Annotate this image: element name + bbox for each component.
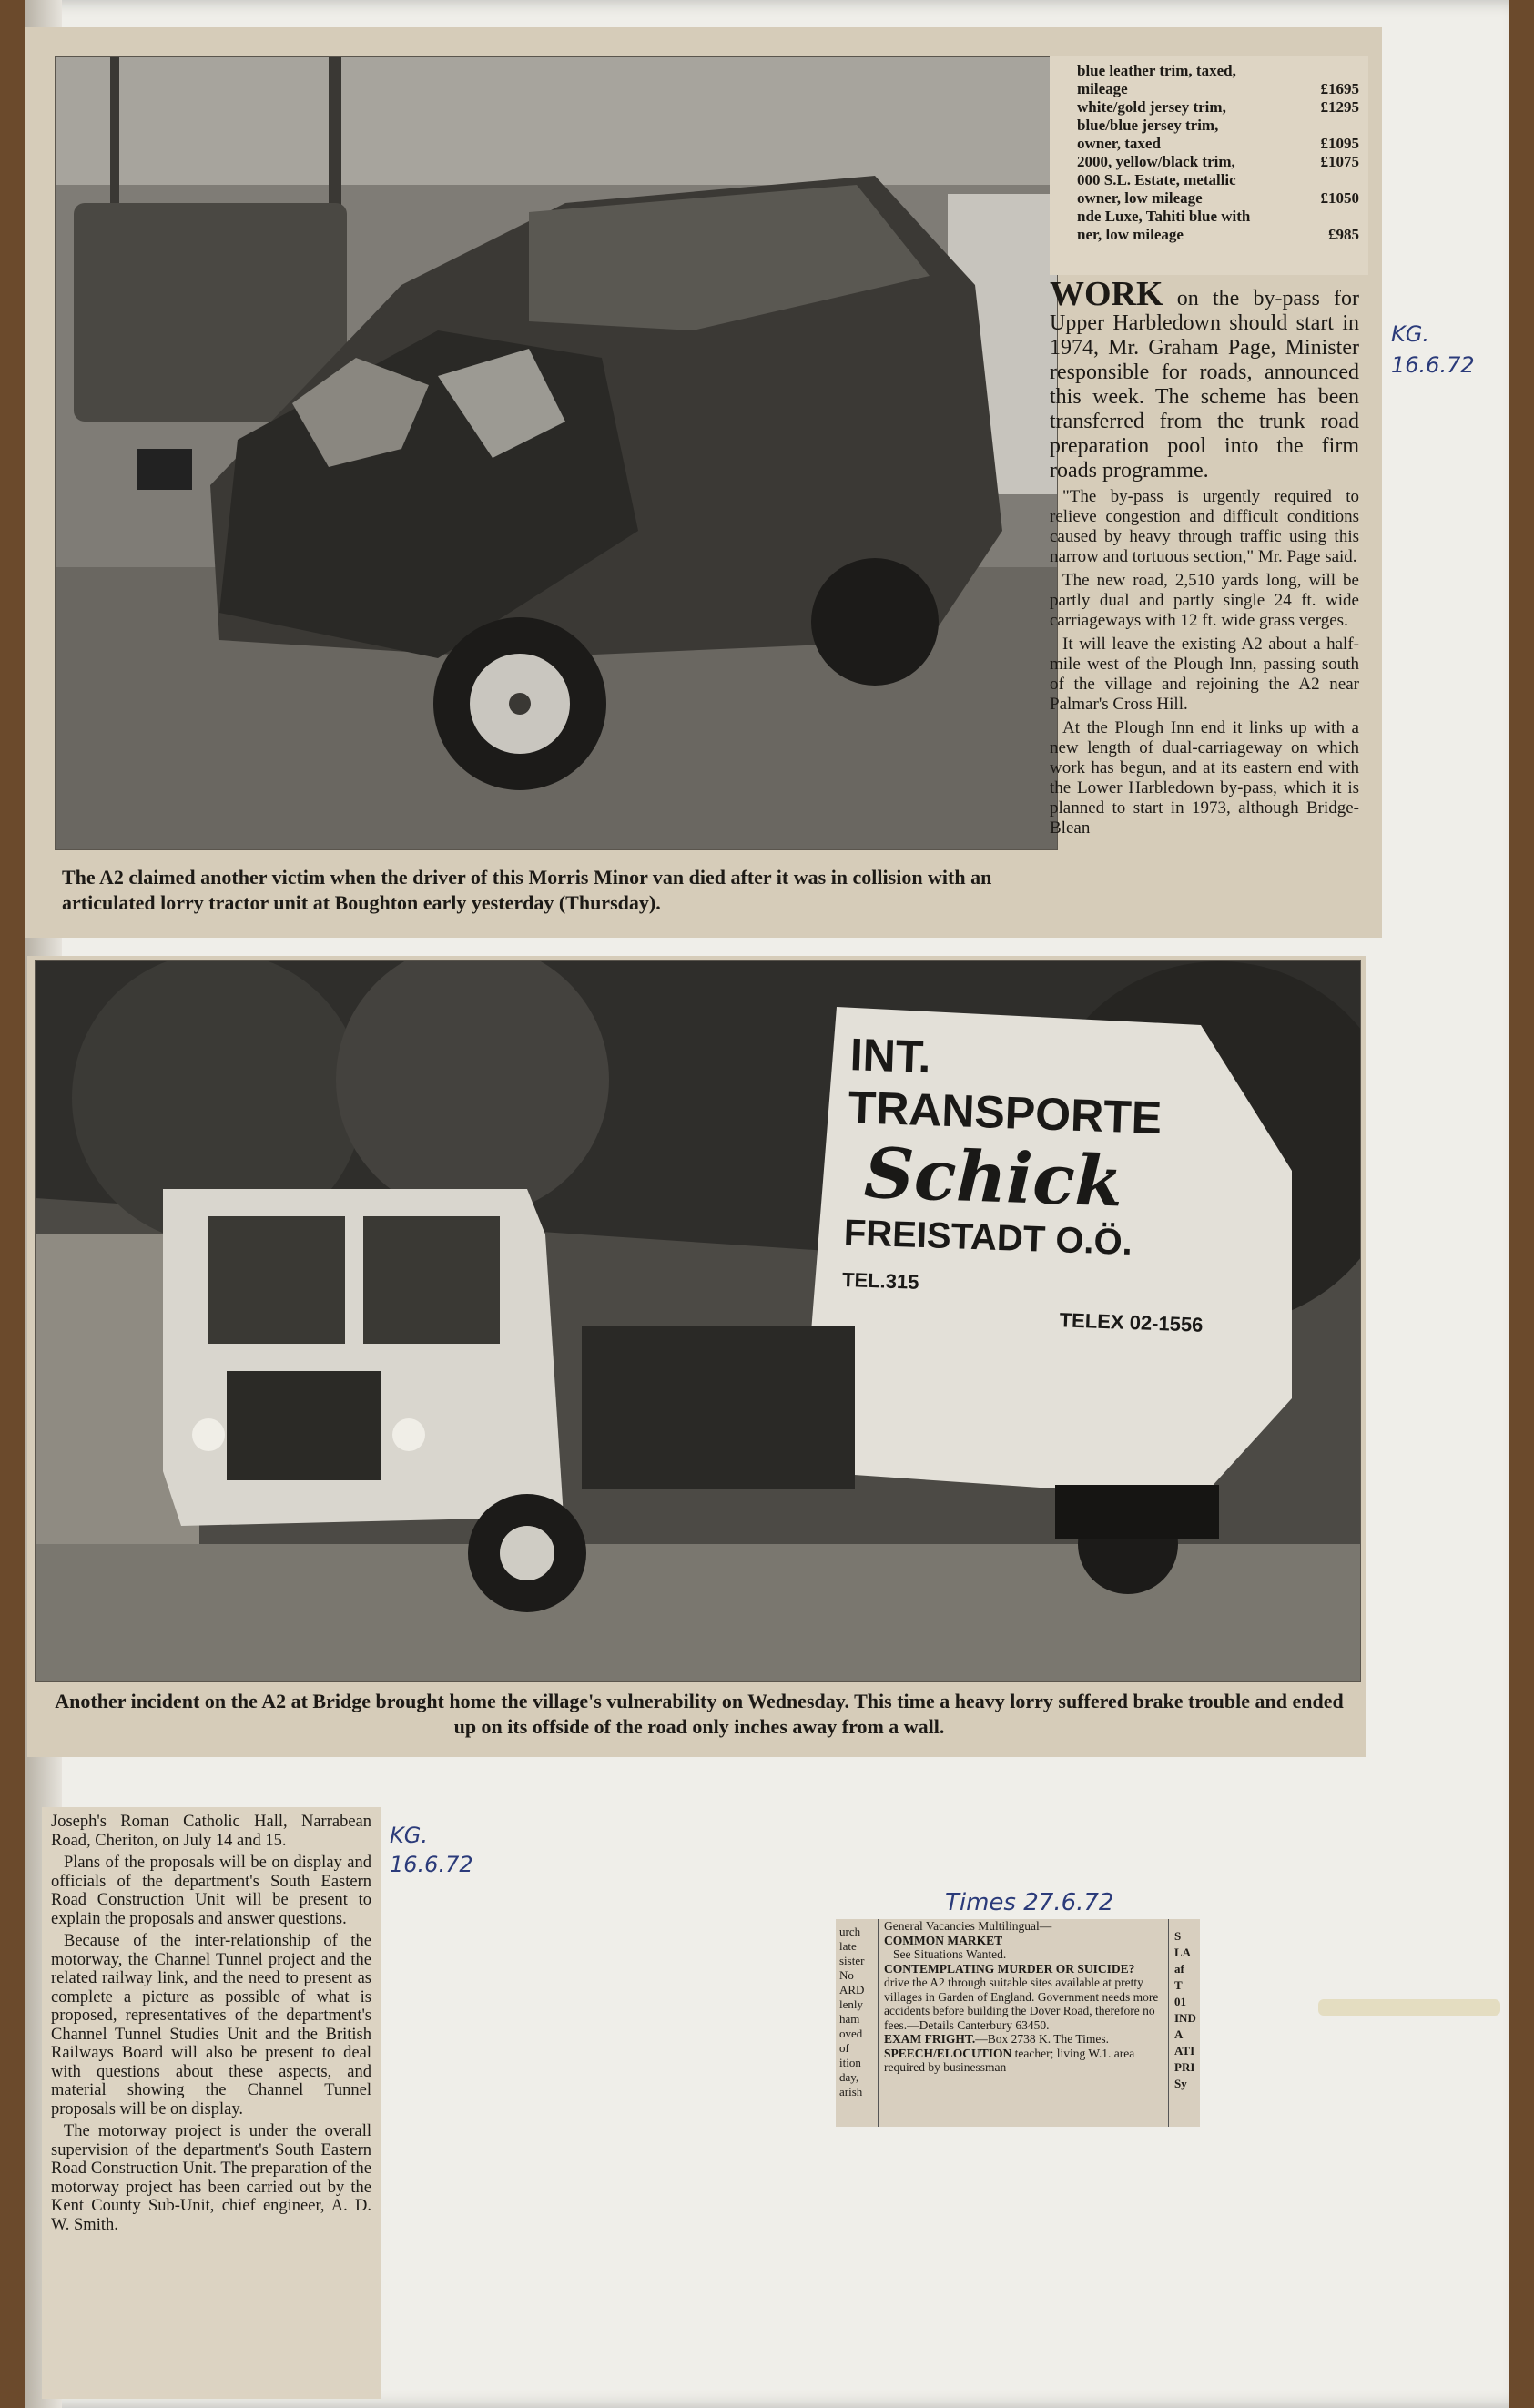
crashed-van-photo [55, 56, 1058, 850]
lorry-caption: Another incident on the A2 at Bridge brought home the village's vulnerability on Wednesday. This time a heavy lorry suffered brake trouble and ended up on its offside of the road only inches away from a wall. [55, 1690, 1344, 1738]
lorry-sign-line2: Schick [862, 1132, 1124, 1223]
classified-left-col: urch late sister No ARD lenly ham oved of ition day, arish [839, 1925, 865, 2098]
scrapbook-page [25, 0, 1509, 2408]
car-ad-list [1077, 62, 1359, 244]
car-ad-line: nde Luxe, Tahiti blue with [1077, 208, 1251, 225]
bypass-paragraph: "The by-pass is urgently required to relieve congestion and difficult conditions caused by heavy through traffic using this narrow and tortuous section," Mr. Page said. [1050, 487, 1359, 566]
car-ad-line: blue leather trim, taxed, [1077, 62, 1236, 79]
classified-ad-murder: CONTEMPLATING MURDER OR SUICIDE? drive the A2 through suitable sites available at pretty villages in Garden of England. Government needs more accidents before building the Dover Road, therefore no fees.—Details Canterbury 63450. [884, 1961, 1159, 2032]
car-ad-line: white/gold jersey trim, £1295 [1077, 98, 1359, 116]
car-ad-line: ner, low mileage £985 [1077, 226, 1359, 243]
motorway-paragraph: Plans of the proposals will be on display and officials of the department's South Eastern Road Construction Unit will be present to explain the proposals and answer questions. [51, 1854, 371, 1928]
bypass-paragraph: The new road, 2,510 yards long, will be partly dual and partly single 24 ft. wide carriageways with 12 ft. wide grass verges. [1050, 571, 1359, 630]
lorry-sign [840, 1028, 1214, 1337]
tape-residue [1318, 1999, 1500, 2016]
handwritten-date-times: Times 27.6.72 [945, 1889, 1114, 1916]
bypass-paragraph: It will leave the existing A2 about a half-mile west of the Plough Inn, passing south of the village and rejoining the A2 near Palmar's Cross Hill. [1050, 635, 1359, 714]
times-classified [836, 1919, 1200, 2127]
lorry-sign-line1: INT. TRANSPORTE [847, 1029, 1163, 1144]
car-ad-line: mileage £1695 [1077, 80, 1359, 97]
car-ad-line: 2000, yellow/black trim, £1075 [1077, 153, 1359, 170]
lorry-sign-telex: TELEX 02-1556 [1059, 1308, 1204, 1336]
classified-right-col: S LA af T 01 IND A ATI PRI Sy [1174, 1929, 1196, 2090]
car-ads [1050, 56, 1368, 275]
car-ad-line: owner, taxed £1095 [1077, 135, 1359, 152]
bypass-lead: WORK on the by-pass for Upper Harbledown should start in 1974, Mr. Graham Page, Minister responsible for roads, announced this week. The scheme has been transferred from the trunk road preparation pool into the firm roads programme. [1050, 275, 1359, 483]
motorway-paragraph: The motorway project is under the overall supervision of the department's South Eastern Road Construction Unit. The preparation of the motorway project has been carried out by the Kent County Sub-Unit, chief engineer, A. D. W. Smith. [51, 2122, 371, 2234]
crashed-van-illustration [56, 57, 1057, 849]
classified-main-col: General Vacancies Multilingual— COMMON MARKET See Situations Wanted. CONTEMPLATING MURDER OR SUICIDE? drive the A2 through suitable sites available at pretty villages in Garden of England. Government needs more accidents before building the Dover Road, therefore no fees.—Details Canterbury 63450. EXAM FRIGHT.—Box 2738 K. The Times. SPEECH/ELOCUTION teacher; living W.1. area required by businessman [878, 1919, 1169, 2127]
crashed-van-caption: The A2 claimed another victim when the driver of this Morris Minor van died after it was in collision with an articulated lorry tractor unit at Boughton early yesterday (Thursday). [62, 866, 992, 914]
car-ad-line: blue/blue jersey trim, [1077, 117, 1219, 134]
motorway-article [42, 1807, 381, 2399]
bypass-lead-cap: WORK [1050, 275, 1163, 313]
classified-ad-speech: SPEECH/ELOCUTION teacher; living W.1. area required by businessman [884, 2046, 1135, 2074]
motorway-paragraph: Joseph's Roman Catholic Hall, Narrabean Road, Cheriton, on July 14 and 15. [51, 1813, 371, 1850]
bypass-article [1050, 275, 1359, 842]
car-ad-line: 000 S.L. Estate, metallic [1077, 171, 1236, 188]
lorry-photo [35, 960, 1361, 1682]
classified-ad-exam: EXAM FRIGHT.—Box 2738 K. The Times. [884, 2032, 1110, 2046]
handwritten-date-middle: KG. 16.6.72 [390, 1823, 473, 1877]
car-ad-line: owner, low mileage £1050 [1077, 189, 1359, 207]
handwritten-date-top: KG. 16.6.72 [1391, 321, 1475, 378]
motorway-paragraph: Because of the inter-relationship of the motorway, the Channel Tunnel project and the related railway link, and the need to present as complete a picture as possible of what is proposed, representatives of the department's Channel Tunnel Studies Unit and the British Railways Board will also be present to deal with questions about these aspects, and material showing the Channel Tunnel proposals will be on display. [51, 1932, 371, 2118]
lorry-tir-plate: TIR [1064, 1458, 1106, 1486]
bypass-paragraph: At the Plough Inn end it links up with a new length of dual-carriageway on which work has begun, and at its eastern end with the Lower Harbledown by-pass, which it is planned to start in 1973, although Bridge-Blean [1050, 718, 1359, 838]
lorry-sign-line3: FREISTADT O.Ö. TEL.315 [841, 1212, 1133, 1294]
